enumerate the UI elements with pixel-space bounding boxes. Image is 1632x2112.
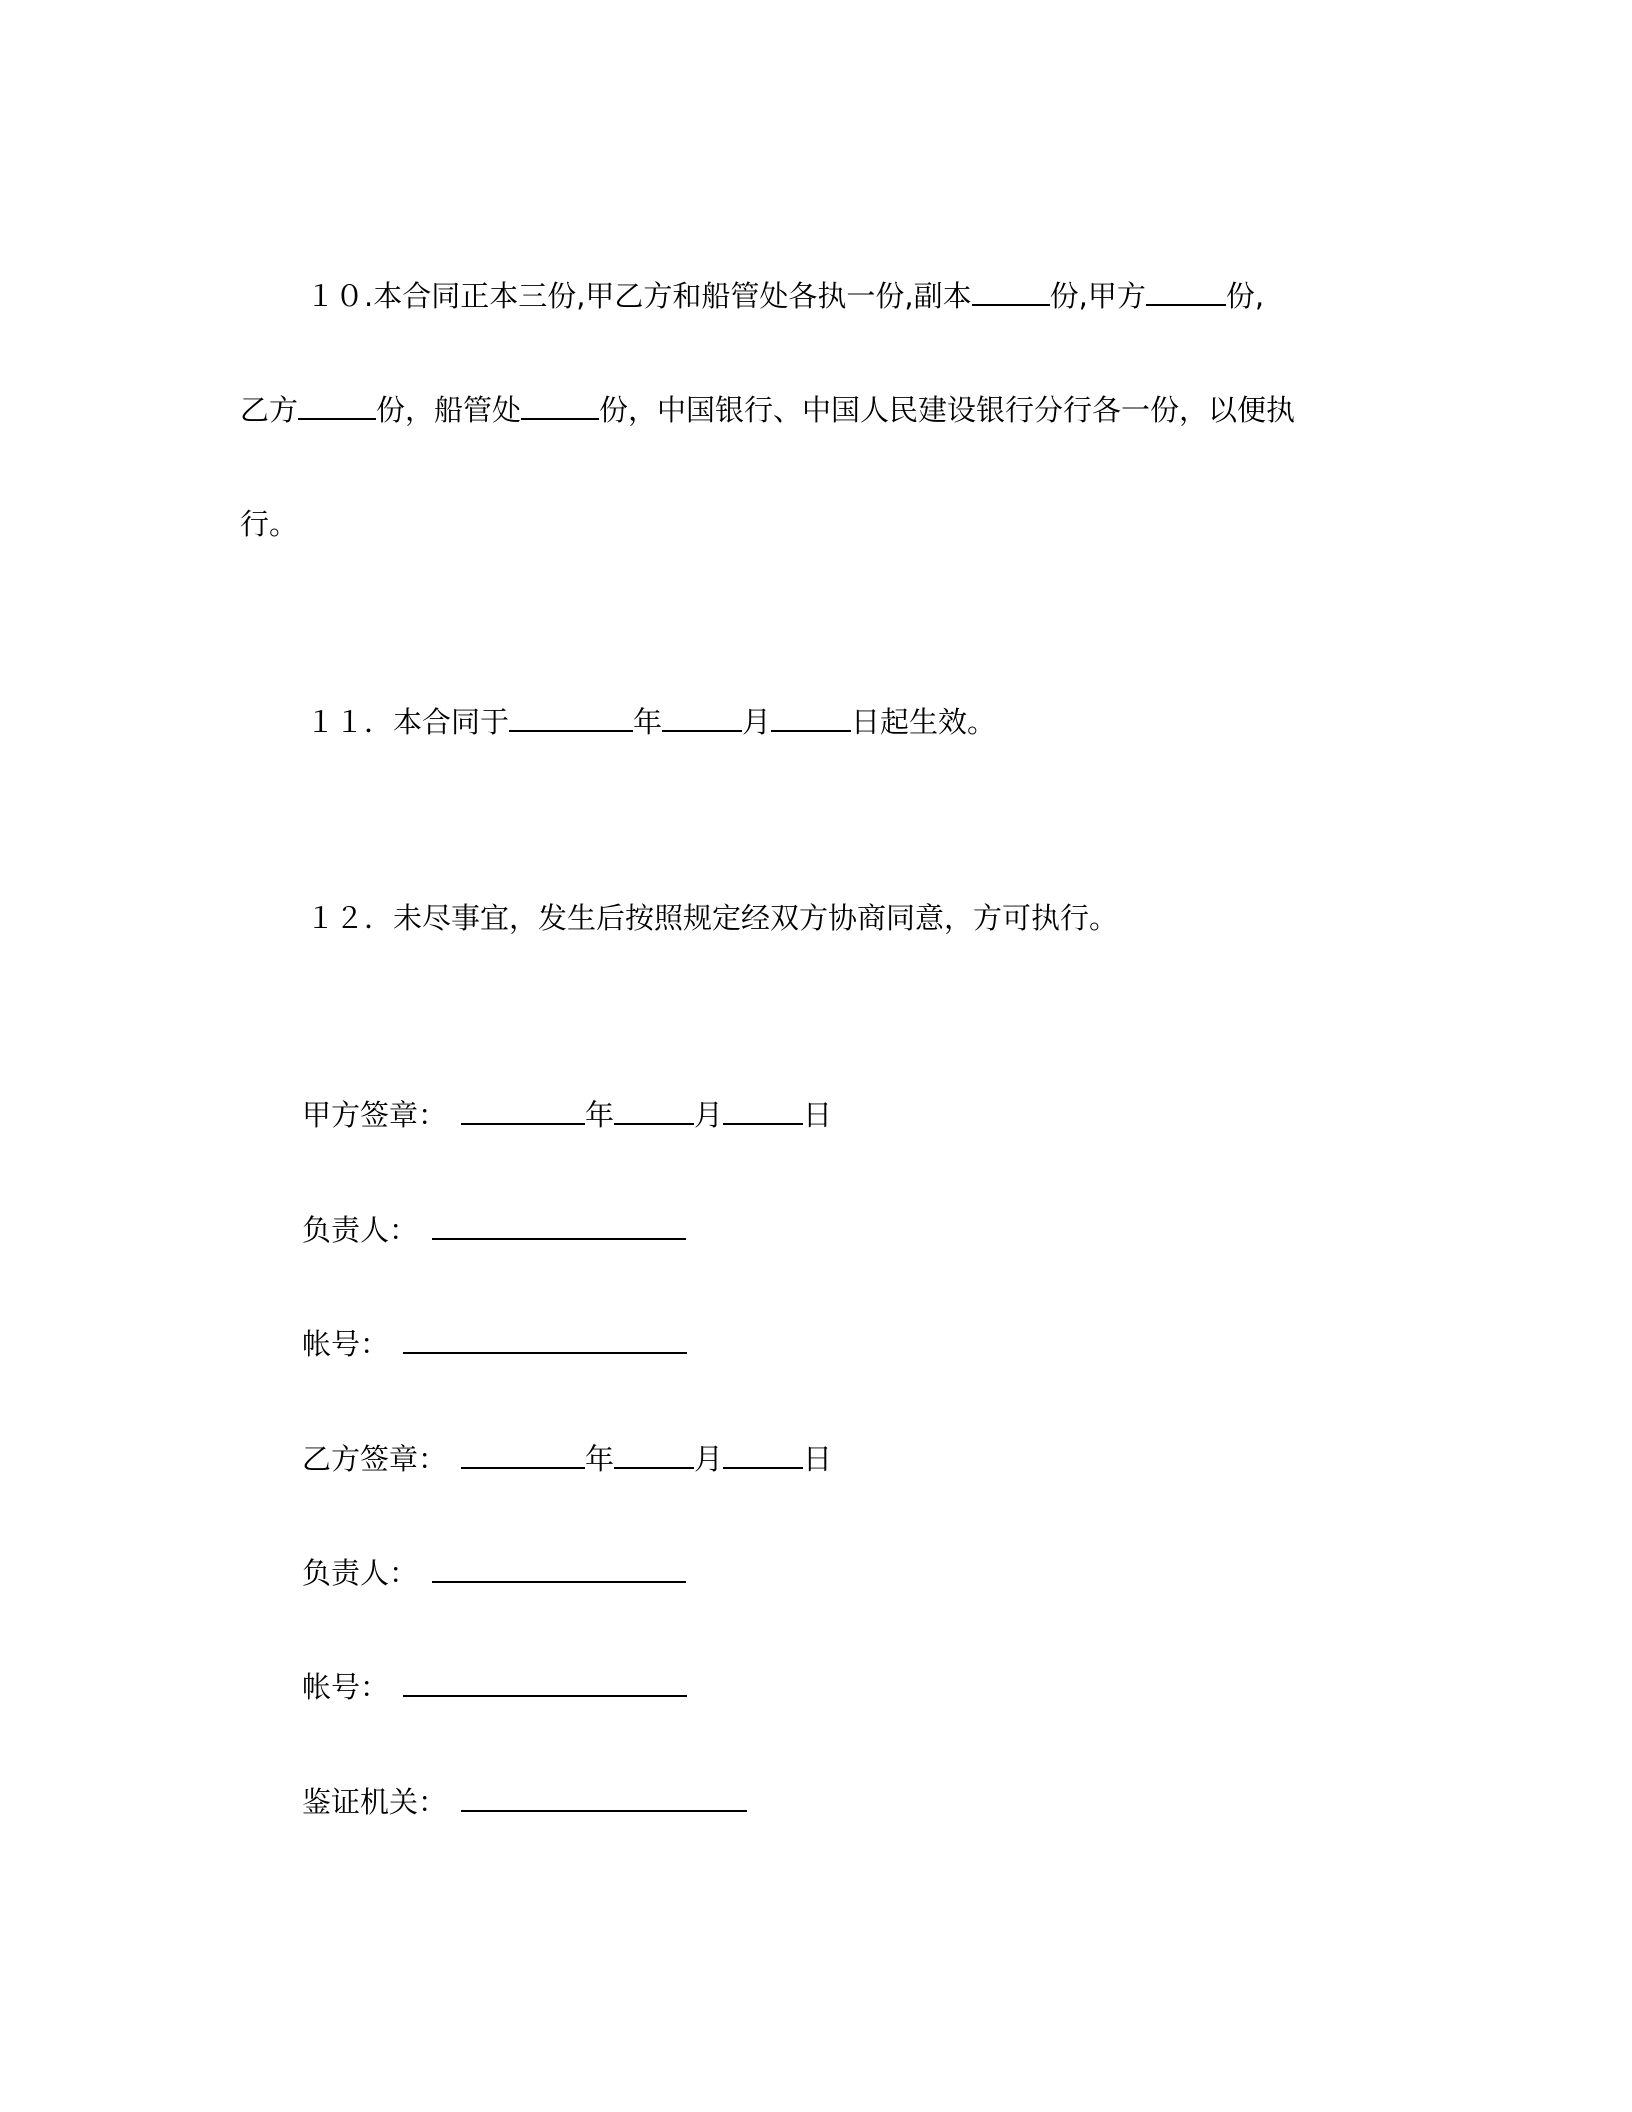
clause-12 <box>306 898 1632 938</box>
party-b-day-blank <box>723 1439 803 1469</box>
party-a-signature-line <box>302 1095 1632 1135</box>
party-a-responsible-blank <box>432 1210 686 1240</box>
effective-year-blank <box>509 702 633 732</box>
clause-10-text-d: 乙方 <box>240 393 299 427</box>
effective-month-blank <box>662 702 742 732</box>
month-label: 月 <box>742 705 772 739</box>
clause-10-text-f: 份，中国银行、中国人民建设银行分行各一份，以便执 <box>599 393 1296 427</box>
clause-10-line-3 <box>240 504 1632 544</box>
clause-10-text-e: 份，船管处 <box>376 393 522 427</box>
party-a-month-blank <box>614 1095 694 1125</box>
party-b-year-blank <box>461 1439 585 1469</box>
party-a-month-label: 月 <box>694 1098 724 1132</box>
clause-11 <box>306 702 1632 742</box>
party-a-account-line <box>302 1324 1632 1364</box>
party-a-account-blank <box>403 1324 687 1354</box>
party-a-day-label: 日 <box>803 1098 833 1132</box>
clause-10-text-b: 份,甲方 <box>1049 279 1146 313</box>
effective-day-blank <box>771 702 851 732</box>
party-b-account-blank <box>403 1667 687 1697</box>
clause-10-line-1 <box>306 276 1632 316</box>
notary-line <box>302 1782 1632 1822</box>
party-b-account-label: 帐号： <box>302 1670 390 1704</box>
party-b-responsible-label: 负责人： <box>302 1556 419 1590</box>
year-label: 年 <box>633 705 663 739</box>
clause-10-text-g: 行。 <box>240 507 299 541</box>
party-b-responsible-line <box>302 1553 1632 1593</box>
clause-11-text: １１．本合同于 <box>306 705 510 739</box>
clause-10-text-a: １０.本合同正本三份,甲乙方和船管处各执一份,副本 <box>306 279 972 313</box>
copies-blank-duplicate <box>972 276 1050 306</box>
notary-label: 鉴证机关： <box>302 1785 448 1819</box>
party-a-account-label: 帐号： <box>302 1327 390 1361</box>
party-b-responsible-blank <box>432 1553 686 1583</box>
party-b-account-line <box>302 1667 1632 1707</box>
copies-blank-party-a <box>1146 276 1226 306</box>
party-b-year-label: 年 <box>585 1442 615 1476</box>
party-b-signature-label: 乙方签章： <box>302 1442 448 1476</box>
party-b-day-label: 日 <box>803 1442 833 1476</box>
day-suffix-label: 日起生效。 <box>851 705 997 739</box>
party-a-year-blank <box>461 1095 585 1125</box>
copies-blank-party-b <box>298 390 376 420</box>
party-a-signature-label: 甲方签章： <box>302 1098 448 1132</box>
party-a-responsible-label: 负责人： <box>302 1213 419 1247</box>
copies-blank-ship-office <box>521 390 599 420</box>
clause-10-text-c: 份, <box>1225 279 1265 313</box>
party-b-month-label: 月 <box>694 1442 724 1476</box>
party-a-responsible-line <box>302 1210 1632 1250</box>
clause-10-line-2 <box>240 390 1632 430</box>
party-a-day-blank <box>723 1095 803 1125</box>
clause-12-text: １２．未尽事宜，发生后按照规定经双方协商同意，方可执行。 <box>306 901 1119 935</box>
party-b-signature-line <box>302 1439 1632 1479</box>
party-b-month-blank <box>614 1439 694 1469</box>
party-a-year-label: 年 <box>585 1098 615 1132</box>
notary-blank <box>461 1782 747 1812</box>
